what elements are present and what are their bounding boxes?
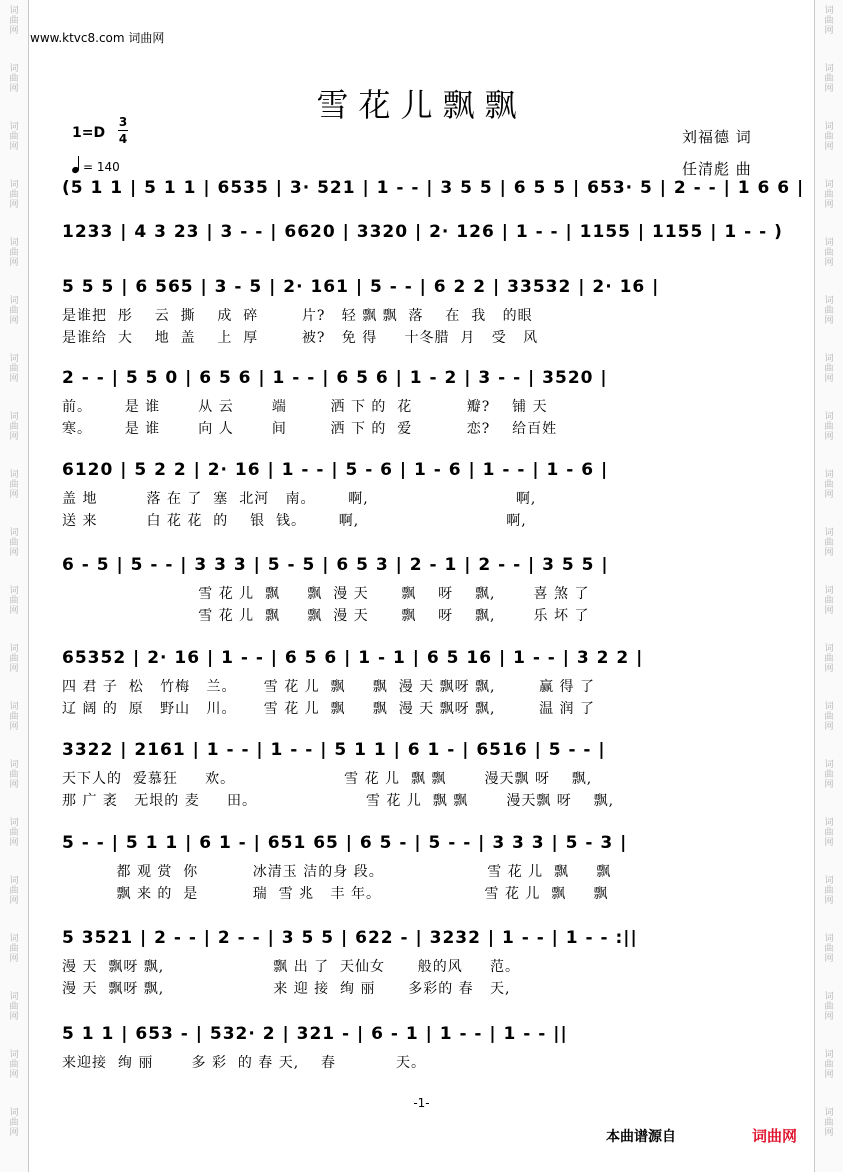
time-signature-bottom: 4 [118, 132, 128, 146]
lyric-line: 寒。 是 谁 向 人 间 洒 下 的 爱 恋? 给百姓 [62, 421, 558, 437]
notation-line: 6120 | 5 2 2 | 2· 16 | 1 - - | 5 - 6 | 1 - 6 | 1 - - | 1 - 6 | [62, 460, 609, 480]
lyric-line: 送 来 白 花 花 的 银 钱。 啊, 啊, [62, 513, 527, 529]
watermark-text: 词 曲 网 [9, 818, 19, 848]
notation-line: 3322 | 2161 | 1 - - | 1 - - | 5 1 1 | 6 1 - | 6516 | 5 - - | [62, 740, 606, 760]
watermark-text: 词 曲 网 [824, 992, 834, 1022]
site-header: www.ktvc8.com 词曲网 [30, 31, 165, 45]
notation-line: 65352 | 2· 16 | 1 - - | 6 5 6 | 1 - 1 | 6 5 16 | 1 - - | 3 2 2 | [62, 648, 644, 668]
watermark-text: 词 曲 网 [9, 992, 19, 1022]
watermark-text: 词 曲 网 [9, 122, 19, 152]
notation-line: 1233 | 4 3 23 | 3 - - | 6620 | 3320 | 2· 126 | 1 - - | 1155 | 1155 | 1 - - ) [62, 222, 783, 242]
tempo-marking [72, 156, 120, 174]
watermark-text: 词 曲 网 [9, 412, 19, 442]
watermark-text: 词 曲 网 [9, 354, 19, 384]
lyric-line: 四 君 子 松 竹梅 兰。 雪 花 儿 飘 飘 漫 天 飘呀 飘, 赢 得 了 [62, 679, 596, 695]
notation-line: 5 1 1 | 653 - | 532· 2 | 321 - | 6 - 1 | 1 - - | 1 - - || [62, 1024, 568, 1044]
watermark-text: 词 曲 网 [9, 1108, 19, 1138]
right-watermark-strip [814, 0, 843, 1172]
watermark-text: 词 曲 网 [9, 470, 19, 500]
tempo-value: = 140 [83, 160, 120, 174]
page-number: -1- [413, 1096, 430, 1110]
watermark-text: 词 曲 网 [9, 702, 19, 732]
lyric-line: 漫 天 飘呀 飘, 飘 出 了 天仙女 般的风 范。 [62, 959, 521, 975]
quarter-note-icon [71, 166, 80, 174]
watermark-text: 词 曲 网 [824, 1108, 834, 1138]
watermark-text: 词 曲 网 [824, 934, 834, 964]
lyric-line: 天下人的 爱慕狂 欢。 雪 花 儿 飘 飘 漫天飘 呀 飘, [62, 771, 593, 787]
lyric-line: 那 广 袤 无垠的 麦 田。 雪 花 儿 飘 飘 漫天飘 呀 飘, [62, 793, 615, 809]
lyric-line: 是谁给 大 地 盖 上 厚 被? 免 得 十冬腊 月 受 风 [62, 330, 539, 346]
lyric-line: 漫 天 飘呀 飘, 来 迎 接 绚 丽 多彩的 春 天, [62, 981, 511, 997]
time-signature-top: 3 [118, 115, 128, 129]
watermark-text: 词 曲 网 [824, 412, 834, 442]
song-title: 雪花儿飘飘 [316, 86, 527, 124]
watermark-text: 词 曲 网 [9, 934, 19, 964]
watermark-text: 词 曲 网 [824, 238, 834, 268]
notation-line: 5 - - | 5 1 1 | 6 1 - | 651 65 | 6 5 - | 5 - - | 3 3 3 | 5 - 3 | [62, 833, 628, 853]
composer-credit: 任清彪 曲 [682, 160, 752, 178]
source-label: 本曲谱源自 [606, 1129, 676, 1145]
time-signature [118, 115, 128, 146]
watermark-text: 词 曲 网 [824, 528, 834, 558]
watermark-text: 词 曲 网 [824, 876, 834, 906]
lyric-line: 来迎接 绚 丽 多 彩 的 春 天, 春 天。 [62, 1055, 426, 1071]
notation-line: (5 1 1 | 5 1 1 | 6535 | 3· 521 | 1 - - | 3 5 5 | 6 5 5 | 653· 5 | 2 - - | 1 6 6 | [62, 178, 805, 198]
watermark-text: 词 曲 网 [9, 876, 19, 906]
watermark-text: 词 曲 网 [824, 818, 834, 848]
watermark-text: 词 曲 网 [9, 1050, 19, 1080]
watermark-text: 词 曲 网 [824, 760, 834, 790]
lyric-line: 雪 花 儿 飘 飘 漫 天 飘 呀 飘, 乐 坏 了 [62, 608, 590, 624]
watermark-text: 词 曲 网 [824, 64, 834, 94]
key-signature: 1=D [72, 125, 106, 141]
watermark-text: 词 曲 网 [9, 64, 19, 94]
watermark-text: 词 曲 网 [824, 6, 834, 36]
watermark-text: 词 曲 网 [9, 586, 19, 616]
notation-line: 2 - - | 5 5 0 | 6 5 6 | 1 - - | 6 5 6 | 1 - 2 | 3 - - | 3520 | [62, 368, 608, 388]
watermark-text: 词 曲 网 [9, 6, 19, 36]
lyric-line: 是谁把 彤 云 撕 成 碎 片? 轻 飘 飘 落 在 我 的眼 [62, 308, 533, 324]
watermark-text: 词 曲 网 [824, 354, 834, 384]
notation-line: 5 5 5 | 6 565 | 3 - 5 | 2· 161 | 5 - - | 6 2 2 | 33532 | 2· 16 | [62, 277, 660, 297]
lyric-line: 都 观 赏 你 冰清玉 洁的身 段。 雪 花 儿 飘 飘 [62, 864, 612, 880]
watermark-text: 词 曲 网 [824, 296, 834, 326]
lyric-line: 飘 来 的 是 瑞 雪 兆 丰 年。 雪 花 儿 飘 飘 [62, 886, 609, 902]
notation-line: 5 3521 | 2 - - | 2 - - | 3 5 5 | 622 - | 3232 | 1 - - | 1 - - :|| [62, 928, 638, 948]
lyricist-credit: 刘福德 词 [682, 128, 752, 146]
watermark-text: 词 曲 网 [824, 644, 834, 674]
lyric-line: 前。 是 谁 从 云 端 洒 下 的 花 瓣? 铺 天 [62, 399, 548, 415]
watermark-text: 词 曲 网 [9, 644, 19, 674]
lyric-line: 雪 花 儿 飘 飘 漫 天 飘 呀 飘, 喜 煞 了 [62, 586, 590, 602]
source-logo: 词曲网 [752, 1127, 798, 1145]
lyric-line: 盖 地 落 在 了 塞 北河 南。 啊, 啊, [62, 491, 537, 507]
lyric-line: 辽 阔 的 原 野山 川。 雪 花 儿 飘 飘 漫 天 飘呀 飘, 温 润 了 [62, 701, 596, 717]
watermark-text: 词 曲 网 [824, 1050, 834, 1080]
watermark-text: 词 曲 网 [9, 296, 19, 326]
watermark-text: 词 曲 网 [824, 470, 834, 500]
watermark-text: 词 曲 网 [824, 702, 834, 732]
left-watermark-strip [0, 0, 29, 1172]
watermark-text: 词 曲 网 [9, 760, 19, 790]
watermark-text: 词 曲 网 [824, 586, 834, 616]
notation-line: 6 - 5 | 5 - - | 3 3 3 | 5 - 5 | 6 5 3 | 2 - 1 | 2 - - | 3 5 5 | [62, 555, 609, 575]
watermark-text: 词 曲 网 [824, 122, 834, 152]
watermark-text: 词 曲 网 [9, 528, 19, 558]
watermark-text: 词 曲 网 [824, 180, 834, 210]
watermark-text: 词 曲 网 [9, 238, 19, 268]
watermark-text: 词 曲 网 [9, 180, 19, 210]
